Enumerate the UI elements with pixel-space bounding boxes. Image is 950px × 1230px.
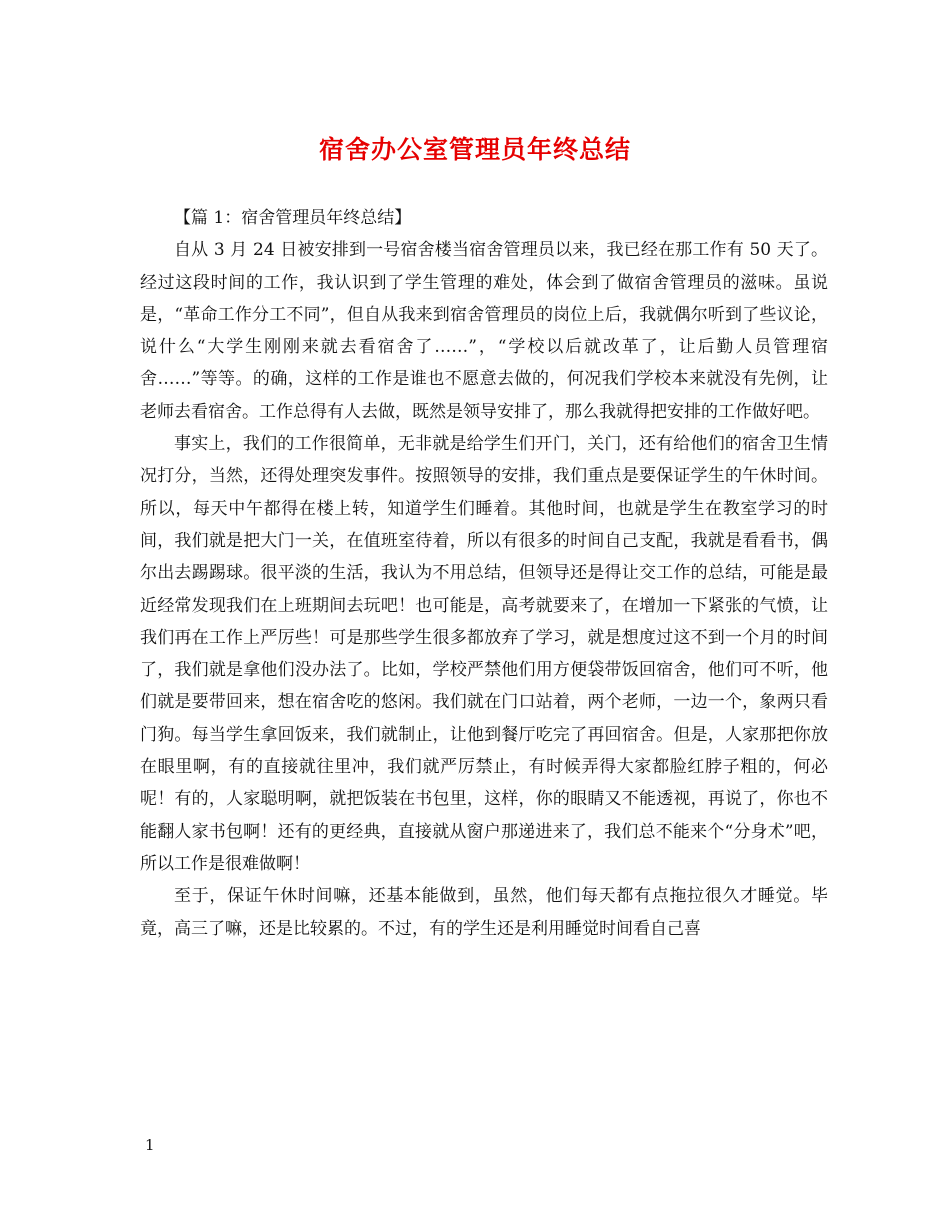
paragraph-3: 至于，保证午休时间嘛，还基本能做到，虽然，他们每天都有点拖拉很久才睡觉。毕竟，高三了嘛，还是比较累的。不过，有的学生还是利用睡觉时间看自己喜 [140,886,828,939]
document-title: 宿舍办公室管理员年终总结 [318,135,631,164]
document-body [140,202,828,945]
section-heading: 【篇 1：宿舍管理员年终总结】 [174,208,412,228]
page-number: 1 [145,1136,155,1154]
paragraph-2: 事实上，我们的工作很简单，无非就是给学生们开门，关门，还有给他们的宿舍卫生情况打分，当然，还得处理突发事件。按照领导的安排，我们重点是要保证学生的午休时间。所以，每天中午都得在楼上转，知道学生们睡着。其他时间，也就是学生在教室学习的时间，我们就是把大门一关，在值班室待着，所以有很多的时间自己支配，我就是看看书，偶尔出去踢踢球。很平淡的生活，我认为不用总结，但领导还是得让交工作的总结，可能是最近经常发现我们在上班期间去玩吧！也可能是，高考就要来了，在增加一下紧张的气愤，让我们再在工作上严厉些！可是那些学生很多都放弃了学习，就是想度过这不到一个月的时间了，我们就是拿他们没办法了。比如，学校严禁他们用方便袋带饭回宿舍，他们可不听，他们就是要带回来，想在宿舍吃的悠闲。我们就在门口站着，两个老师，一边一个，象两只看门狗。每当学生拿回饭来，我们就制止，让他到餐厅吃完了再回宿舍。但是，人家那把你放在眼里啊，有的直接就往里冲，我们就严厉禁止，有时候弄得大家都脸红脖子粗的，何必呢！有的，人家聪明啊，就把饭装在书包里，这样，你的眼睛又不能透视，再说了，你也不能翻人家书包啊！还有的更经典，直接就从窗户那递进来了，我们总不能来个“分身术”吧，所以工作是很难做啊！ [140,434,828,874]
paragraph-1: 自从 3 月 24 日被安排到一号宿舍楼当宿舍管理员以来，我已经在那工作有 50 天了。经过这段时间的工作，我认识到了学生管理的难处，体会到了做宿舍管理员的滋味。虽说是，“革命工作分工不同”，但自从我来到宿舍管理员的岗位上后，我就偶尔听到了些议论，说什么“大学生刚刚来就去看宿舍了……”，“学校以后就改革了，让后勤人员管理宿舍……”等等。的确，这样的工作是谁也不愿意去做的，何况我们学校本来就没有先例，让老师去看宿舍。工作总得有人去做，既然是领导安排了，那么我就得把安排的工作做好吧。 [140,240,828,422]
